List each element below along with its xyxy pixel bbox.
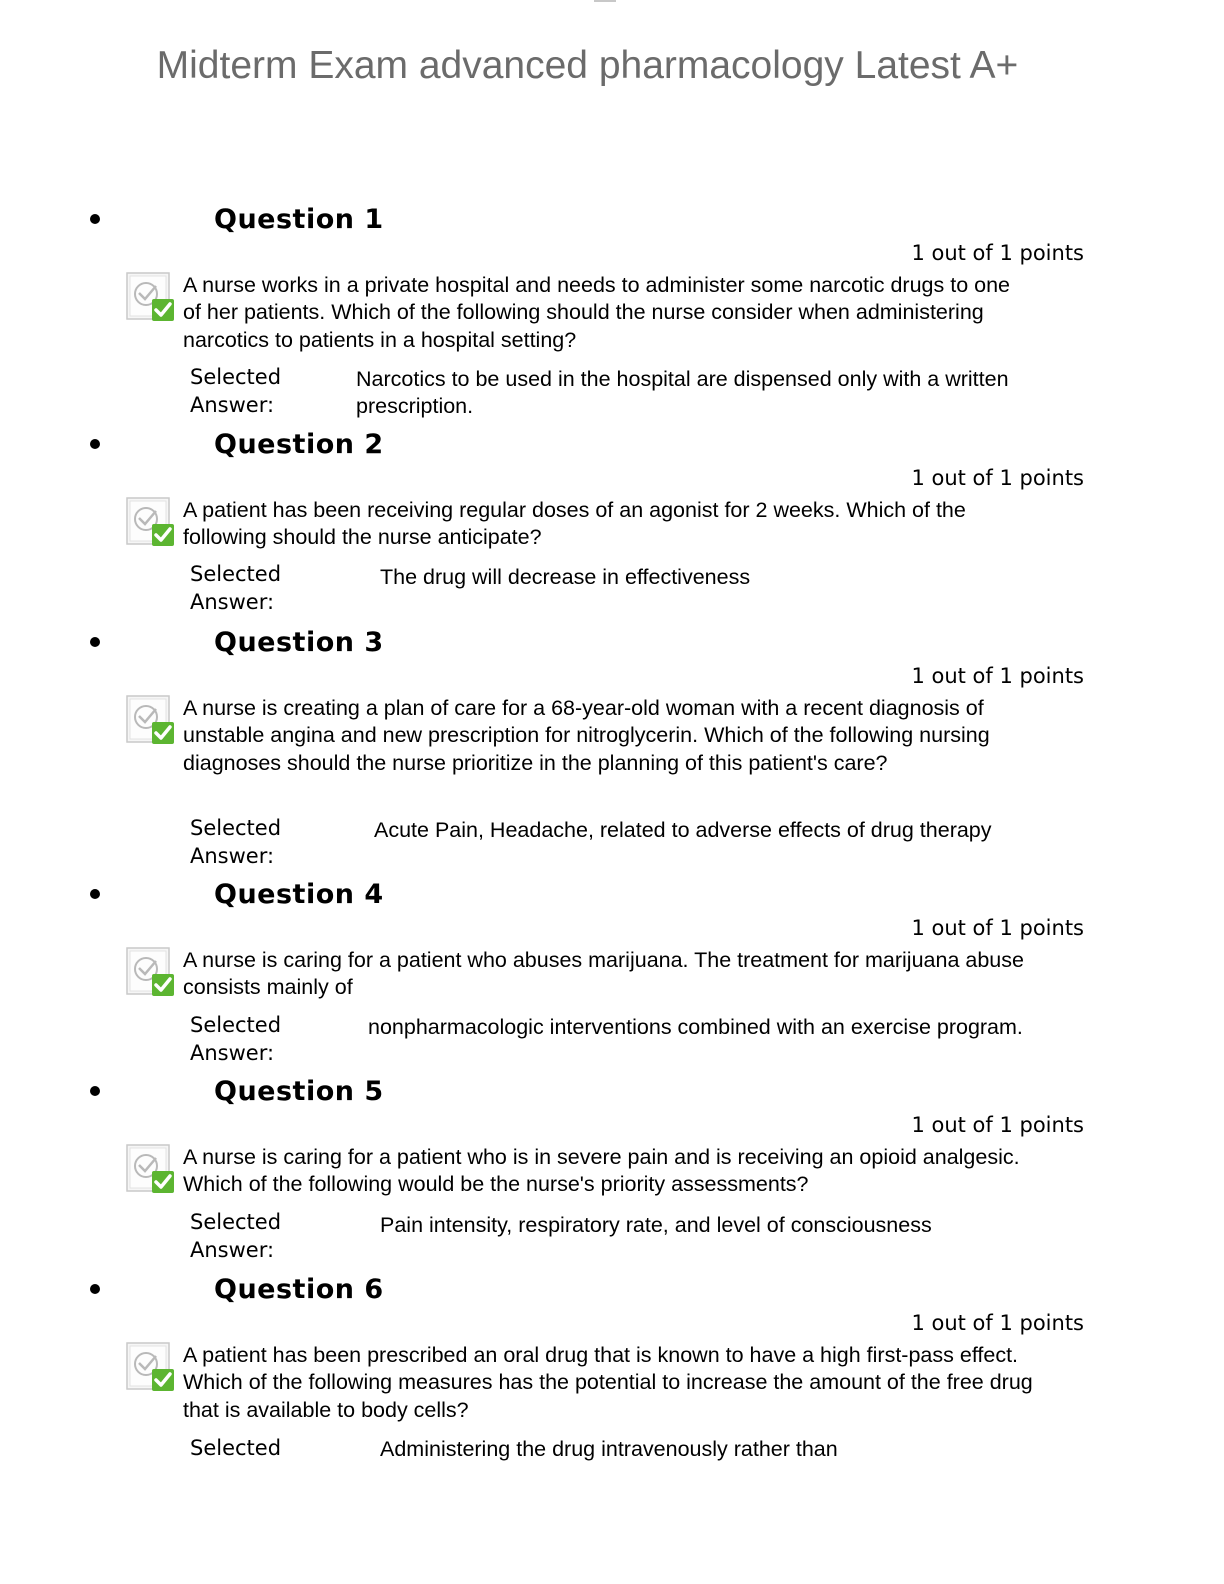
page-top-mark [594, 0, 616, 2]
document-title [0, 44, 1175, 87]
answer-label: Answer: [190, 1238, 275, 1262]
selected-answer-value: Administering the drug intravenously rather than [380, 1437, 838, 1461]
selected-label: Selected [190, 1013, 282, 1037]
question-text: A nurse is caring for a patient who is in severe pain and is receiving an opioid analgesic. Which of the following would be the nurse's priority assessments? [183, 1145, 1020, 1197]
question-points: 1 out of 1 points [911, 664, 1084, 688]
selected-answer-label [190, 560, 320, 616]
question-text: A nurse is caring for a patient who abuses marijuana. The treatment for marijuana abuse consists mainly of [183, 948, 1024, 1000]
question-text: A patient has been prescribed an oral drug that is known to have a high first-pass effect. Which of the following measures has the potential to increase the amount of the free drug that is available to body cells? [183, 1343, 1033, 1422]
selected-answer-label [190, 814, 320, 870]
bullet [90, 439, 100, 449]
question-points: 1 out of 1 points [911, 1311, 1084, 1335]
answer-label: Answer: [190, 1041, 275, 1065]
selected-answer-label [190, 1011, 320, 1067]
selected-answer-label [190, 1208, 320, 1264]
selected-label: Selected [190, 816, 282, 840]
question-heading: Question 3 [214, 627, 384, 658]
question-text: A nurse is creating a plan of care for a 68-year-old woman with a recent diagnosis of unstable angina and new prescription for nitroglycerin. Which of the following nursing diagnoses should the nurse prioritize in the planning of this patient's care? [183, 696, 990, 775]
answer-label: Answer: [190, 844, 275, 868]
question-text: A nurse works in a private hospital and needs to administer some narcotic drugs to one of her patients. Which of the following should the nurse consider when administering narcotics to patients in a hospital setting? [183, 273, 1011, 352]
selected-answer-value: The drug will decrease in effectiveness [380, 565, 751, 589]
question-heading: Question 5 [214, 1076, 384, 1107]
bullet [90, 637, 100, 647]
selected-label: Selected [190, 365, 282, 389]
selected-answer-label [190, 363, 320, 419]
question-heading: Question 6 [214, 1274, 384, 1305]
selected-answer-label [190, 1434, 320, 1462]
question-heading: Question 1 [214, 204, 384, 235]
selected-answer-value: Narcotics to be used in the hospital are dispensed only with a written prescription. [356, 367, 1009, 419]
bullet [90, 214, 100, 224]
correct-check-icon [126, 947, 178, 999]
correct-check-icon [126, 695, 178, 747]
selected-label: Selected [190, 1436, 282, 1460]
question-text: A patient has been receiving regular doses of an agonist for 2 weeks. Which of the following should the nurse anticipate? [183, 498, 966, 550]
bullet [90, 1086, 100, 1096]
document-title-text: Midterm Exam advanced pharmacology Latest A+ [156, 44, 1019, 87]
bullet [90, 889, 100, 899]
question-heading: Question 4 [214, 879, 384, 910]
selected-answer-value: Pain intensity, respiratory rate, and level of consciousness [380, 1213, 932, 1237]
correct-check-icon [126, 272, 178, 324]
selected-answer-value: Acute Pain, Headache, related to adverse effects of drug therapy [374, 818, 992, 842]
bullet [90, 1284, 100, 1294]
answer-label: Answer: [190, 393, 275, 417]
selected-label: Selected [190, 562, 282, 586]
question-heading: Question 2 [214, 429, 384, 460]
answer-label: Answer: [190, 590, 275, 614]
correct-check-icon [126, 1144, 178, 1196]
question-points: 1 out of 1 points [911, 1113, 1084, 1137]
question-points: 1 out of 1 points [911, 916, 1084, 940]
correct-check-icon [126, 1342, 178, 1394]
correct-check-icon [126, 497, 178, 549]
question-points: 1 out of 1 points [911, 466, 1084, 490]
selected-label: Selected [190, 1210, 282, 1234]
selected-answer-value: nonpharmacologic interventions combined with an exercise program. [368, 1015, 1023, 1039]
question-points: 1 out of 1 points [911, 241, 1084, 265]
